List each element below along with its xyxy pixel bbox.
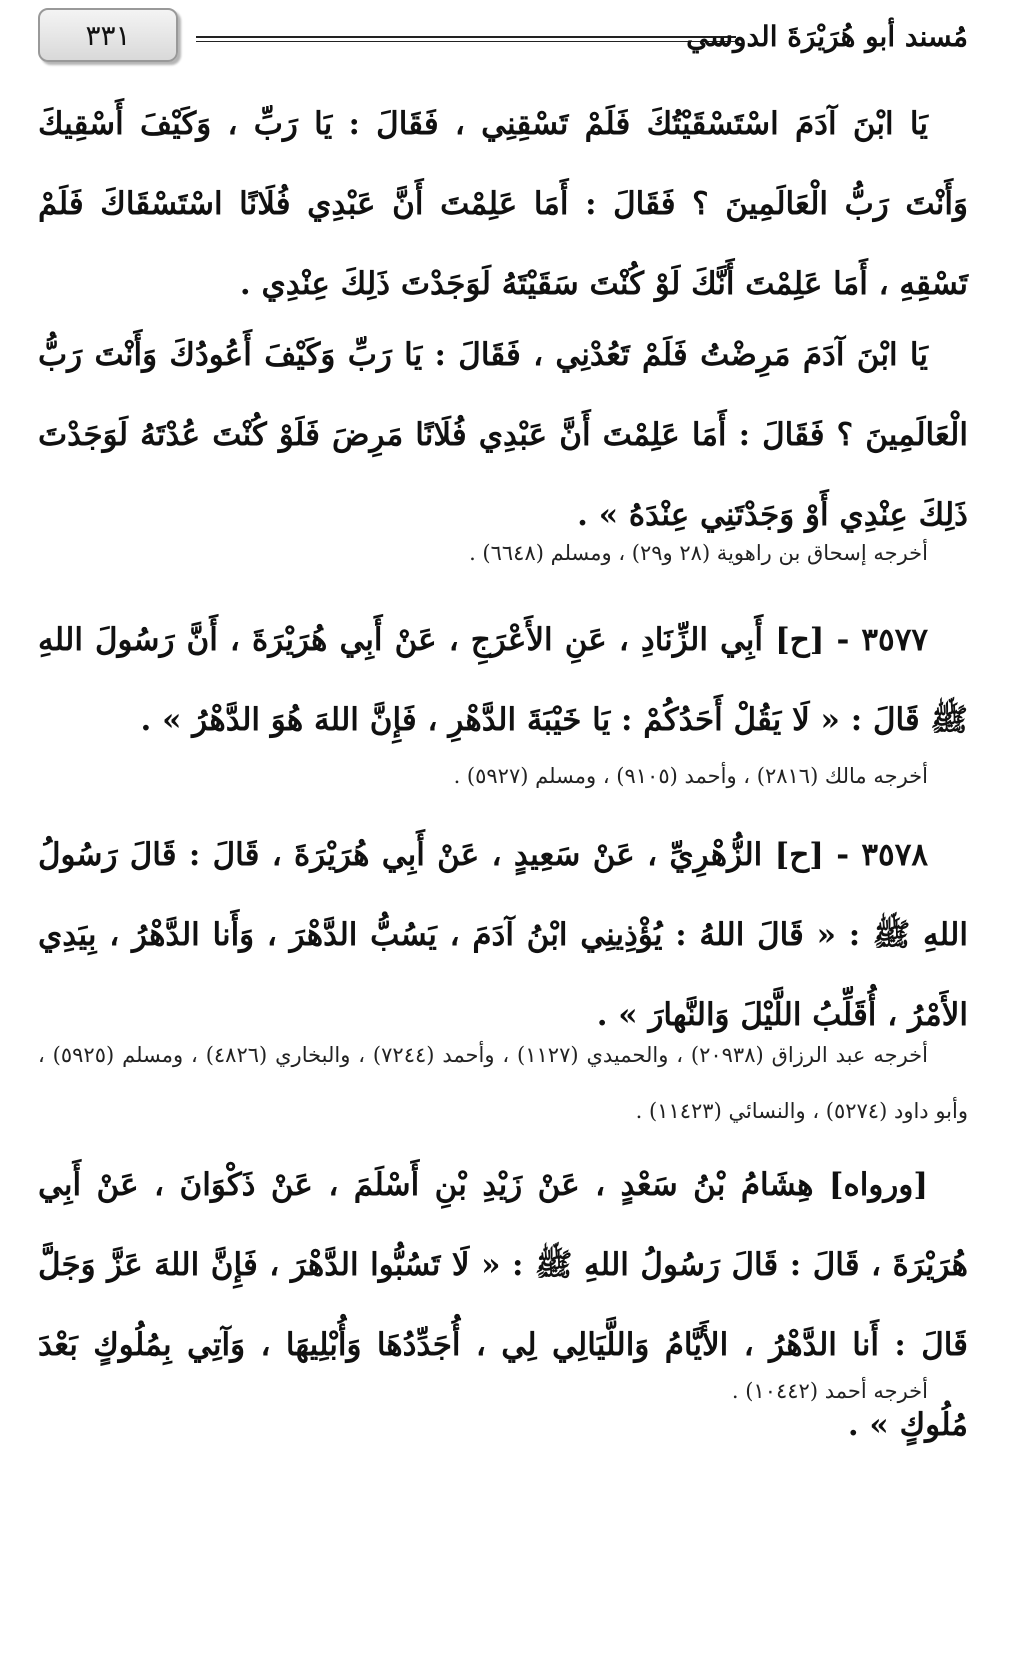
- page-header: [38, 8, 968, 60]
- hadith-text-paragraph-2: يَا ابْنَ آدَمَ مَرِضْتُ فَلَمْ تَعُدْنِي ، فَقَالَ : يَا رَبِّ وَكَيْفَ أَعُودُكَ وَأَنْتَ رَبُّ الْعَالَمِينَ ؟ فَقَالَ : أَمَا عَلِمْتَ أَنَّ عَبْدِي فُلَانًا مَرِضَ فَلَوْ كُنْتَ عُدْتَهُ لَوَجَدْتَ ذَلِكَ عِنْدِي أَوْ وَجَدْتَنِي عِنْدَهُ » .: [38, 337, 968, 533]
- hadith-text-paragraph-1: يَا ابْنَ آدَمَ اسْتَسْقَيْتُكَ فَلَمْ تَسْقِنِي ، فَقَالَ : يَا رَبِّ ، وَكَيْفَ أَسْقِيكَ وَأَنْتَ رَبُّ الْعَالَمِينَ ؟ فَقَالَ : أَمَا عَلِمْتَ أَنَّ عَبْدِي فُلَانًا اسْتَسْقَاكَ فَلَمْ تَسْقِهِ ، أَمَا عَلِمْتَ أَنَّكَ لَوْ كُنْتَ سَقَيْتَهُ لَوَجَدْتَ ذَلِكَ عِنْدِي .: [38, 106, 968, 302]
- footnote-takhrij-1: أخرجه إسحاق بن راهوية (٢٨ و٢٩) ، ومسلم (٦٦٤٨) .: [469, 541, 928, 565]
- hadith-variant-narration: [ورواه] هِشَامُ بْنُ سَعْدٍ ، عَنْ زَيْدِ بْنِ أَسْلَمَ ، عَنْ ذَكْوَانَ ، عَنْ أَبِي هُرَيْرَةَ ، قَالَ : قَالَ رَسُولُ اللهِ ﷺ : « لَا تَسُبُّوا الدَّهْرَ ، فَإِنَّ اللهَ عَزَّ وَجَلَّ قَالَ : أَنا الدَّهْرُ ، الأَيَّامُ وَاللَّيَالِي لِي ، أُجَدِّدُهَا وَأُبْلِيهَا ، وَآتِي بِمُلُوكٍ بَعْدَ مُلُوكٍ » .: [38, 1167, 968, 1443]
- footnote-takhrij-4: أخرجه أحمد (١٠٤٤٢) .: [731, 1379, 928, 1403]
- header-rule: [196, 36, 736, 42]
- hadith-3578: ٣٥٧٨ - [ح] الزُّهْرِيِّ ، عَنْ سَعِيدٍ ، عَنْ أَبِي هُرَيْرَةَ ، قَالَ : قَالَ رَسُولُ اللهِ ﷺ : « قَالَ اللهُ : يُؤْذِينِي ابْنُ آدَمَ ، يَسُبُّ الدَّهْرَ ، وَأَنا الدَّهْرُ ، بِيَدِي الأَمْرُ ، أُقَلِّبُ اللَّيْلَ وَالنَّهارَ » .: [38, 837, 968, 1033]
- page-number-badge: [38, 8, 178, 62]
- footnote-takhrij-3: أخرجه عبد الرزاق (٢٠٩٣٨) ، والحميدي (١١٢٧) ، وأحمد (٧٢٤٤) ، والبخاري (٤٨٢٦) ، ومسلم (٥٩٢٥) ، وأبو داود (٥٢٧٤) ، والنسائي (١١٤٢٣) .: [38, 1043, 968, 1123]
- running-title: مُسند أبو هُرَيْرَةَ الدوسي: [686, 20, 968, 53]
- hadith-3577: ٣٥٧٧ - [ح] أَبِي الزِّنَادِ ، عَنِ الأَعْرَجِ ، عَنْ أَبِي هُرَيْرَةَ ، أَنَّ رَسُولَ اللهِ ﷺ قَالَ : « لَا يَقُلْ أَحَدُكُمْ : يَا خَيْبَةَ الدَّهْرِ ، فَإِنَّ اللهَ هُوَ الدَّهْرُ » .: [38, 622, 968, 738]
- page-number: ٣٣١: [85, 18, 131, 52]
- footnote-takhrij-2: أخرجه مالك (٢٨١٦) ، وأحمد (٩١٠٥) ، ومسلم (٥٩٢٧) .: [453, 764, 928, 788]
